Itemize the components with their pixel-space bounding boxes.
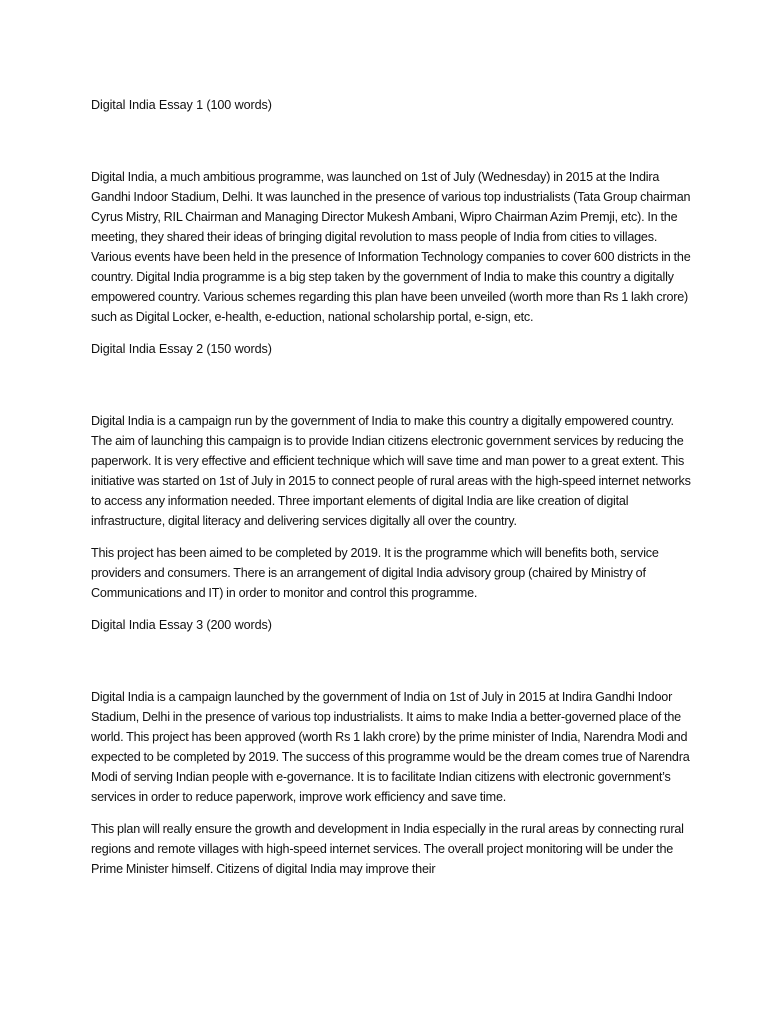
spacer (91, 115, 691, 167)
essay-2-paragraph-1: Digital India is a campaign run by the government of India to make this country a digitally empowered country. The aim of launching this campaign is to provide Indian citizens electronic government services by reducing the paperwork. It is very effective and efficient technique which will save time and man power to a great extent. This initiative was started on 1st of July in 2015 to connect people of rural areas with the high-speed internet networks to access any information needed. Three important elements of digital India are like creation of digital infrastructure, digital literacy and delivering services digitally all over the country. (91, 414, 691, 528)
spacer (91, 807, 691, 819)
essay-2-paragraph-2: This project has been aimed to be completed by 2019. It is the programme which will benefits both, service providers and consumers. There is an arrangement of digital India advisory group (chaired by Ministry of Communications and IT) in order to monitor and control this programme. (91, 546, 659, 600)
spacer (91, 603, 691, 615)
essay-3-heading: Digital India Essay 3 (200 words) (91, 618, 272, 632)
essay-1-paragraph-1: Digital India, a much ambitious programme, was launched on 1st of July (Wednesday) in 2015 at the Indira Gandhi Indoor Stadium, Delhi. It was launched in the presence of various top industrialists (Tata Group chairman Cyrus Mistry, RIL Chairman and Managing Director Mukesh Ambani, Wipro Chairman Azim Premji, etc). In the meeting, they shared their ideas of bringing digital revolution to mass people of India from cities to villages. Various events have been held in the presence of Information Technology companies to cover 600 districts in the country. Digital India programme is a big step taken by the government of India to make this country a digitally empowered country. Various schemes regarding this plan have been unveiled (worth more than Rs 1 lakh crore) such as Digital Locker, e-health, e-eduction, national scholarship portal, e-sign, etc. (91, 170, 691, 324)
spacer (91, 327, 691, 339)
document-page (91, 95, 691, 879)
spacer (91, 531, 691, 543)
essay-3-paragraph-1: Digital India is a campaign launched by the government of India on 1st of July in 2015 at Indira Gandhi Indoor Stadium, Delhi in the presence of various top industrialists. It aims to make India a better-governed place of the world. This project has been approved (worth Rs 1 lakh crore) by the prime minister of India, Narendra Modi and expected to be completed by 2019. The success of this programme would be the dream comes true of Narendra Modi of serving Indian people with e-governance. It is to facilitate Indian citizens with electronic government’s services in order to reduce paperwork, improve work efficiency and save time. (91, 690, 690, 804)
essay-2-heading: Digital India Essay 2 (150 words) (91, 342, 272, 356)
spacer (91, 635, 691, 687)
essay-1-heading: Digital India Essay 1 (100 words) (91, 98, 272, 112)
spacer (91, 359, 691, 411)
essay-3-paragraph-2: This plan will really ensure the growth and development in India especially in the rural areas by connecting rural regions and remote villages with high-speed internet services. The overall project monitoring will be under the Prime Minister himself. Citizens of digital India may improve their (91, 822, 684, 876)
